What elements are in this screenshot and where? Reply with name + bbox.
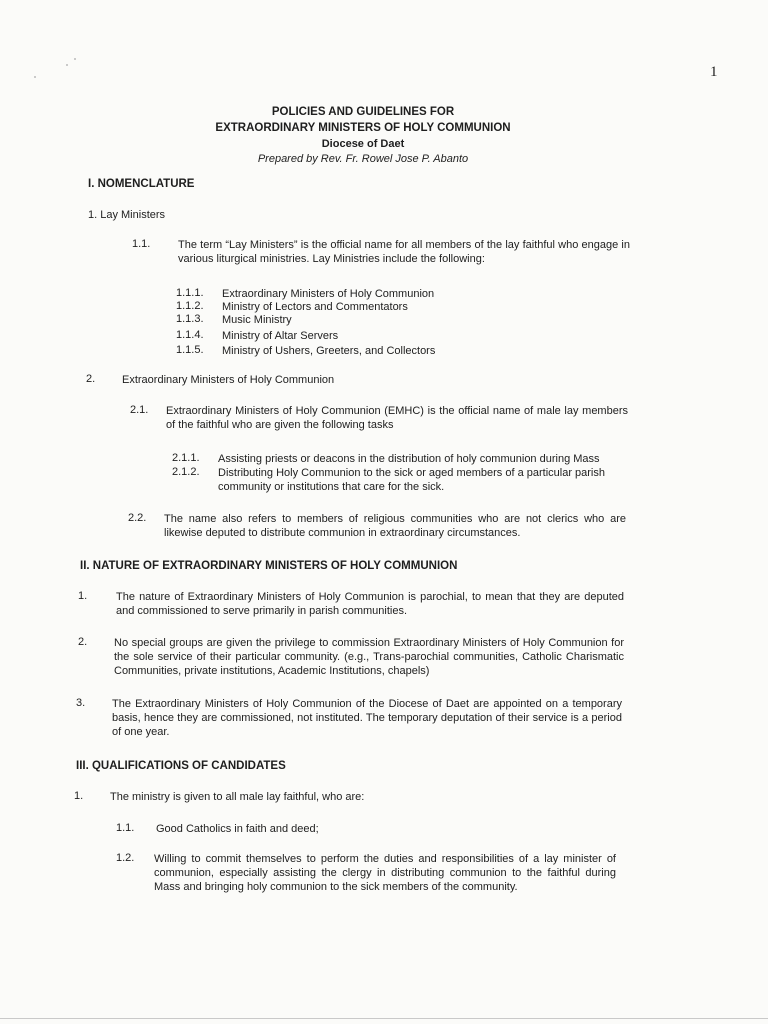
paragraph-willing-to-commit: Willing to commit themselves to perform the duties and responsibilities of a lay minister of communion, especially assisting the clergy in distributing communion to the faithful during Mass and bringing holy communion to the sick members of the community. xyxy=(154,853,616,893)
diocese-name: Diocese of Daet xyxy=(321,138,405,150)
paragraph-religious-communities: The name also refers to members of religious communities who are not clerics who are likewise deputed to distribute communion in extraordinary circumstances. xyxy=(164,513,626,539)
page-number: 1 xyxy=(710,64,718,80)
list-item: Good Catholics in faith and deed; xyxy=(156,823,319,835)
prepared-by: Prepared by Rev. Fr. Rowel Jose P. Abanto xyxy=(257,153,469,165)
list-number: 1.1.4. xyxy=(176,329,204,341)
scan-speck xyxy=(74,58,76,60)
document-title-line2: EXTRAORDINARY MINISTERS OF HOLY COMMUNION xyxy=(215,122,511,134)
section-heading-nomenclature: I. NOMENCLATURE xyxy=(88,178,195,190)
section-heading-nature: II. NATURE OF EXTRAORDINARY MINISTERS OF HOLY COMMUNION xyxy=(80,560,458,572)
list-number: 1.1.2. xyxy=(176,300,204,312)
list-item: Ministry of Altar Servers xyxy=(222,330,339,342)
document-title-line1: POLICIES AND GUIDELINES FOR xyxy=(271,106,455,118)
list-number: 2.1.2. xyxy=(172,466,200,478)
item-number: 1. xyxy=(74,790,84,802)
list-item: Assisting priests or deacons in the distribution of holy communion during Mass xyxy=(218,453,600,465)
scan-speck xyxy=(66,64,68,66)
list-number: 1.1.1. xyxy=(176,287,204,299)
item-number: 2.2. xyxy=(128,512,147,524)
paragraph-temporary-basis: The Extraordinary Ministers of Holy Communion of the Diocese of Daet are appointed on a temporary basis, hence they are commissioned, not instituted. The temporary deputation of their service is a period of one year. xyxy=(112,698,622,738)
item-number: 1.1. xyxy=(116,822,135,834)
list-item: Extraordinary Ministers of Holy Communion xyxy=(222,288,435,300)
item-number: 1. xyxy=(78,590,88,602)
list-number: 1.1.3. xyxy=(176,313,204,325)
paragraph-emhc-definition: Extraordinary Ministers of Holy Communion (EMHC) is the official name of male lay members of the faithful who are given the following tasks xyxy=(166,405,628,431)
item-number: 2. xyxy=(78,636,88,648)
item-number: 1.2. xyxy=(116,852,135,864)
item-number: 3. xyxy=(76,697,86,709)
item-lay-ministers: 1. Lay Ministers xyxy=(88,209,166,221)
list-item: Music Ministry xyxy=(222,314,292,326)
paragraph-lay-ministers-definition: The term “Lay Ministers” is the official name for all members of the lay faithful who engage in various liturgical ministries. Lay Ministries include the following: xyxy=(178,239,630,265)
list-item: Ministry of Ushers, Greeters, and Collectors xyxy=(222,345,436,357)
item-number: 1.1. xyxy=(132,238,151,250)
scan-speck xyxy=(34,76,36,78)
item-emhc: Extraordinary Ministers of Holy Communion xyxy=(122,374,335,386)
paragraph-special-groups: No special groups are given the privilege to commission Extraordinary Ministers of Holy Communion for the sole service of their particular community. (e.g., Trans-parochial communities, Catholic Charismatic Communities, private institutions, Academic Institutions, chapels) xyxy=(114,637,624,677)
item-number: 2. xyxy=(86,373,96,385)
list-number: 2.1.1. xyxy=(172,452,200,464)
section-heading-qualifications: III. QUALIFICATIONS OF CANDIDATES xyxy=(76,760,286,772)
list-item: Distributing Holy Communion to the sick or aged members of a particular parish community or institutions that care for the sick. xyxy=(218,467,605,493)
paragraph-male-lay-faithful: The ministry is given to all male lay faithful, who are: xyxy=(110,791,365,803)
paragraph-nature-parochial: The nature of Extraordinary Ministers of Holy Communion is parochial, to mean that they are deputed and commissioned to serve primarily in parish communities. xyxy=(116,591,624,617)
item-number: 2.1. xyxy=(130,404,149,416)
list-item: Ministry of Lectors and Commentators xyxy=(222,301,408,313)
list-number: 1.1.5. xyxy=(176,344,204,356)
page-edge-line xyxy=(0,1018,768,1019)
